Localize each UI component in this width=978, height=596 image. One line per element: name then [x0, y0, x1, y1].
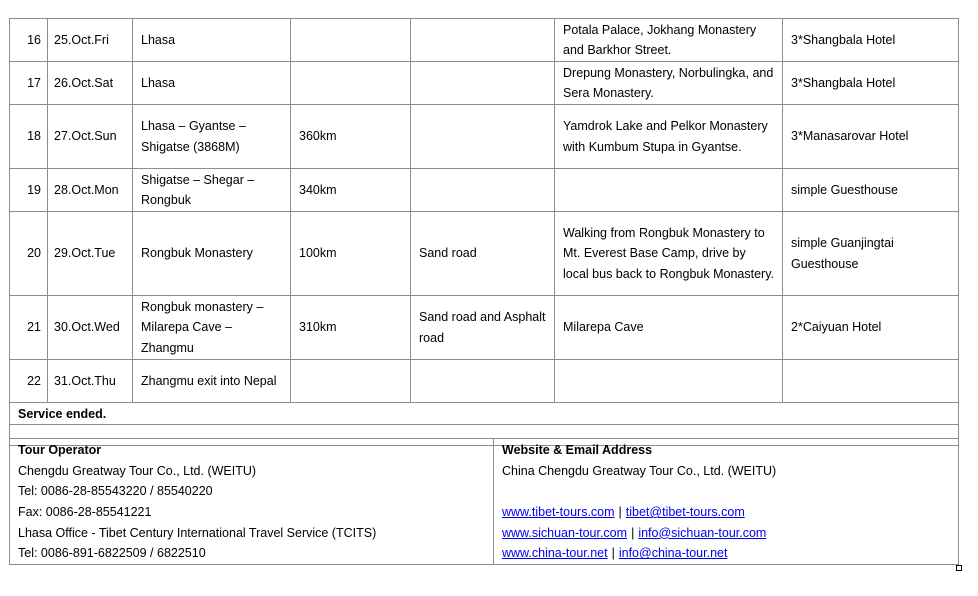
date-cell: 27.Oct.Sun	[48, 105, 133, 169]
sights-cell: Potala Palace, Jokhang Monastery and Barkhor Street.	[555, 19, 783, 62]
day-cell: 22	[10, 360, 48, 403]
route-cell: Lhasa – Gyantse – Shigatse (3868M)	[133, 105, 291, 169]
distance-cell: 340km	[291, 169, 411, 212]
lhasa-tel: Tel: 0086-891-6822509 / 6822510	[18, 546, 206, 561]
website-link[interactable]: www.china-tour.net	[502, 546, 608, 561]
day-cell: 20	[10, 212, 48, 296]
website-email-cell	[494, 439, 959, 565]
hotel-cell: 3*Shangbala Hotel	[783, 62, 959, 105]
road-cell: Sand road and Asphalt road	[411, 296, 555, 360]
sights-cell: Milarepa Cave	[555, 296, 783, 360]
email-link[interactable]: info@china-tour.net	[618, 546, 728, 561]
link-separator: |	[631, 525, 635, 540]
operator-fax: Fax: 0086-28-85541221	[18, 505, 152, 520]
email-link[interactable]: tibet@tibet-tours.com	[625, 505, 745, 520]
service-ended-row	[10, 403, 959, 425]
website-link[interactable]: www.sichuan-tour.com	[502, 525, 628, 540]
date-cell: 25.Oct.Fri	[48, 19, 133, 62]
contact-table	[9, 438, 959, 565]
day-cell: 16	[10, 19, 48, 62]
road-cell	[411, 62, 555, 105]
route-cell: Lhasa	[133, 62, 291, 105]
route-cell: Zhangmu exit into Nepal	[133, 360, 291, 403]
hotel-cell	[783, 360, 959, 403]
distance-cell	[291, 360, 411, 403]
road-cell: Sand road	[411, 212, 555, 296]
date-cell: 26.Oct.Sat	[48, 62, 133, 105]
route-cell: Rongbuk monastery – Milarepa Cave – Zhangmu	[133, 296, 291, 360]
day-cell: 21	[10, 296, 48, 360]
lhasa-office: Lhasa Office - Tibet Century International Travel Service (TCITS)	[18, 525, 377, 540]
distance-cell	[291, 19, 411, 62]
hotel-cell: simple Guanjingtai Guesthouse	[783, 212, 959, 296]
table-row	[10, 62, 959, 105]
contact-row	[10, 439, 959, 565]
day-cell: 17	[10, 62, 48, 105]
service-ended-text: Service ended.	[10, 403, 959, 425]
link-separator: |	[618, 505, 622, 520]
itinerary-table	[9, 18, 959, 446]
blank-line	[502, 481, 950, 502]
operator-tel: Tel: 0086-28-85543220 / 85540220	[18, 484, 213, 499]
distance-cell: 360km	[291, 105, 411, 169]
date-cell: 30.Oct.Wed	[48, 296, 133, 360]
sights-cell	[555, 169, 783, 212]
road-cell	[411, 360, 555, 403]
sights-cell: Walking from Rongbuk Monastery to Mt. Everest Base Camp, drive by local bus back to Rongbuk Monastery.	[555, 212, 783, 296]
operator-company: Chengdu Greatway Tour Co., Ltd. (WEITU)	[18, 463, 257, 478]
table-row	[10, 105, 959, 169]
route-cell: Shigatse – Shegar – Rongbuk	[133, 169, 291, 212]
table-row	[10, 360, 959, 403]
link-line	[502, 543, 950, 564]
route-cell: Lhasa	[133, 19, 291, 62]
tour-operator-cell	[10, 439, 494, 565]
website-company: China Chengdu Greatway Tour Co., Ltd. (WEITU)	[502, 463, 777, 478]
tour-operator-heading: Tour Operator	[18, 443, 102, 457]
distance-cell	[291, 62, 411, 105]
hotel-cell: 3*Manasarovar Hotel	[783, 105, 959, 169]
table-row	[10, 169, 959, 212]
date-cell: 29.Oct.Tue	[48, 212, 133, 296]
sights-cell: Drepung Monastery, Norbulingka, and Sera Monastery.	[555, 62, 783, 105]
date-cell: 31.Oct.Thu	[48, 360, 133, 403]
table-row	[10, 19, 959, 62]
link-line	[502, 523, 950, 544]
day-cell: 19	[10, 169, 48, 212]
distance-cell: 100km	[291, 212, 411, 296]
table-row	[10, 296, 959, 360]
table-resize-handle[interactable]	[956, 565, 962, 571]
table-row	[10, 212, 959, 296]
link-line	[502, 502, 950, 523]
route-cell: Rongbuk Monastery	[133, 212, 291, 296]
date-cell: 28.Oct.Mon	[48, 169, 133, 212]
hotel-cell: 2*Caiyuan Hotel	[783, 296, 959, 360]
hotel-cell: simple Guesthouse	[783, 169, 959, 212]
sights-cell	[555, 360, 783, 403]
sights-cell: Yamdrok Lake and Pelkor Monastery with Kumbum Stupa in Gyantse.	[555, 105, 783, 169]
road-cell	[411, 19, 555, 62]
website-email-heading: Website & Email Address	[502, 443, 653, 457]
day-cell: 18	[10, 105, 48, 169]
road-cell	[411, 105, 555, 169]
distance-cell: 310km	[291, 296, 411, 360]
website-link[interactable]: www.tibet-tours.com	[502, 505, 615, 520]
road-cell	[411, 169, 555, 212]
hotel-cell: 3*Shangbala Hotel	[783, 19, 959, 62]
link-separator: |	[611, 546, 615, 561]
email-link[interactable]: info@sichuan-tour.com	[638, 525, 767, 540]
